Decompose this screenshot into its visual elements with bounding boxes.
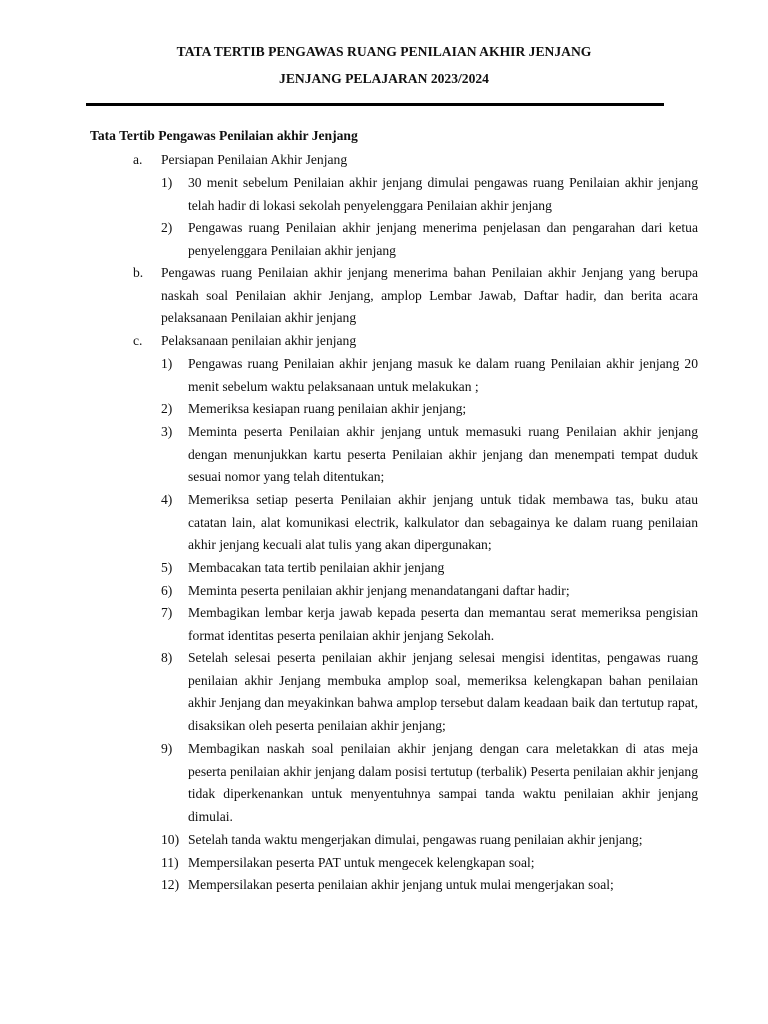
header-divider: [86, 103, 664, 106]
list-item-text: Memeriksa kesiapan ruang penilaian akhir jenjang;: [188, 401, 467, 416]
list-item-marker: 2): [161, 220, 173, 235]
list-item-marker: 12): [161, 877, 180, 892]
list-item-marker: 2): [161, 401, 173, 416]
section-b-marker: b.: [133, 265, 144, 280]
list-item-text: Membagikan lembar kerja jawab kepada peserta dan memantau serat memeriksa pengisian format identitas peserta penilaian akhir jenjang Sekolah.: [188, 605, 698, 643]
document-header: [0, 38, 768, 92]
section-a-marker: a.: [133, 152, 143, 167]
list-item-marker: 7): [161, 605, 173, 620]
document-title-line-2: JENJANG PELAJARAN 2023/2024: [279, 71, 489, 86]
list-item-marker: 8): [161, 650, 173, 665]
list-item-text: Mempersilakan peserta PAT untuk mengecek kelengkapan soal;: [188, 855, 535, 870]
list-item-text: 30 menit sebelum Penilaian akhir jenjang dimulai pengawas ruang Penilaian akhir jenjang telah hadir di lokasi sekolah penyelenggara Penilaian akhir jenjang: [188, 175, 698, 213]
list-item-text: Setelah selesai peserta penilaian akhir jenjang selesai mengisi identitas, pengawas ruang penilaian akhir Jenjang membuka amplop soal, memeriksa kelengkapan bahan penilaian akhir Jenjang dan meyakinkan bahwa amplop tersebut dalam keadaan baik dan tertutup rapat, disaksikan oleh peserta penilaian akhir jenjang;: [188, 650, 698, 733]
list-item-marker: 1): [161, 175, 173, 190]
list-item-marker: 5): [161, 560, 173, 575]
document-title-line-1: TATA TERTIB PENGAWAS RUANG PENILAIAN AKHIR JENJANG: [176, 44, 592, 59]
section-a-text: Persiapan Penilaian Akhir Jenjang: [161, 152, 348, 167]
list-item-text: Membacakan tata tertib penilaian akhir jenjang: [188, 560, 445, 575]
section-c-marker: c.: [133, 333, 143, 348]
list-item-text: Meminta peserta penilaian akhir jenjang menandatangani daftar hadir;: [188, 583, 570, 598]
list-item-text: Pengawas ruang Penilaian akhir jenjang masuk ke dalam ruang Penilaian akhir jenjang 20 menit sebelum waktu pelaksanaan untuk melakukan ;: [188, 356, 698, 394]
list-item-marker: 4): [161, 492, 173, 507]
list-item-text: Memeriksa setiap peserta Penilaian akhir jenjang untuk tidak membawa tas, buku atau catatan lain, alat komunikasi electrik, kalkulator dan sebagainya ke dalam ruang penilaian akhir jenjang kecuali alat tulis yang akan dipergunakan;: [188, 492, 698, 553]
list-item-text: Meminta peserta Penilaian akhir jenjang untuk memasuki ruang Penilaian akhir jenjang dengan menunjukkan kartu peserta Penilaian akhir jenjang dan menempati tempat duduk sesuai nomor yang telah ditentukan;: [188, 424, 698, 485]
list-item-text: Membagikan naskah soal penilaian akhir jenjang dengan cara meletakkan di atas meja peserta penilaian akhir jenjang dalam posisi tertutup (terbalik) Peserta penilaian akhir jenjang tidak diperkenankan untuk menyentuhnya sampai tanda waktu penilaian akhir jenjang dimulai.: [188, 741, 698, 824]
list-item-text: Setelah tanda waktu mengerjakan dimulai, pengawas ruang penilaian akhir jenjang;: [188, 832, 643, 847]
section-c-text: Pelaksanaan penilaian akhir jenjang: [161, 333, 357, 348]
section-b-text: Pengawas ruang Penilaian akhir jenjang menerima bahan Penilaian akhir Jenjang yang berupa naskah soal Penilaian akhir Jenjang, amplop Lembar Jawab, Daftar hadir, dan berita acara pelaksanaan Penilaian akhir jenjang: [161, 265, 698, 326]
list-item-marker: 9): [161, 741, 173, 756]
section-title: Tata Tertib Pengawas Penilaian akhir Jenjang: [90, 128, 358, 143]
list-item-text: Mempersilakan peserta penilaian akhir jenjang untuk mulai mengerjakan soal;: [188, 877, 614, 892]
list-item-marker: 10): [161, 832, 180, 847]
list-item-marker: 3): [161, 424, 173, 439]
list-item-text: Pengawas ruang Penilaian akhir jenjang menerima penjelasan dan pengarahan dari ketua penyelenggara Penilaian akhir jenjang: [188, 220, 698, 258]
list-item-marker: 11): [161, 855, 179, 870]
list-item-marker: 6): [161, 583, 173, 598]
list-item-marker: 1): [161, 356, 173, 371]
